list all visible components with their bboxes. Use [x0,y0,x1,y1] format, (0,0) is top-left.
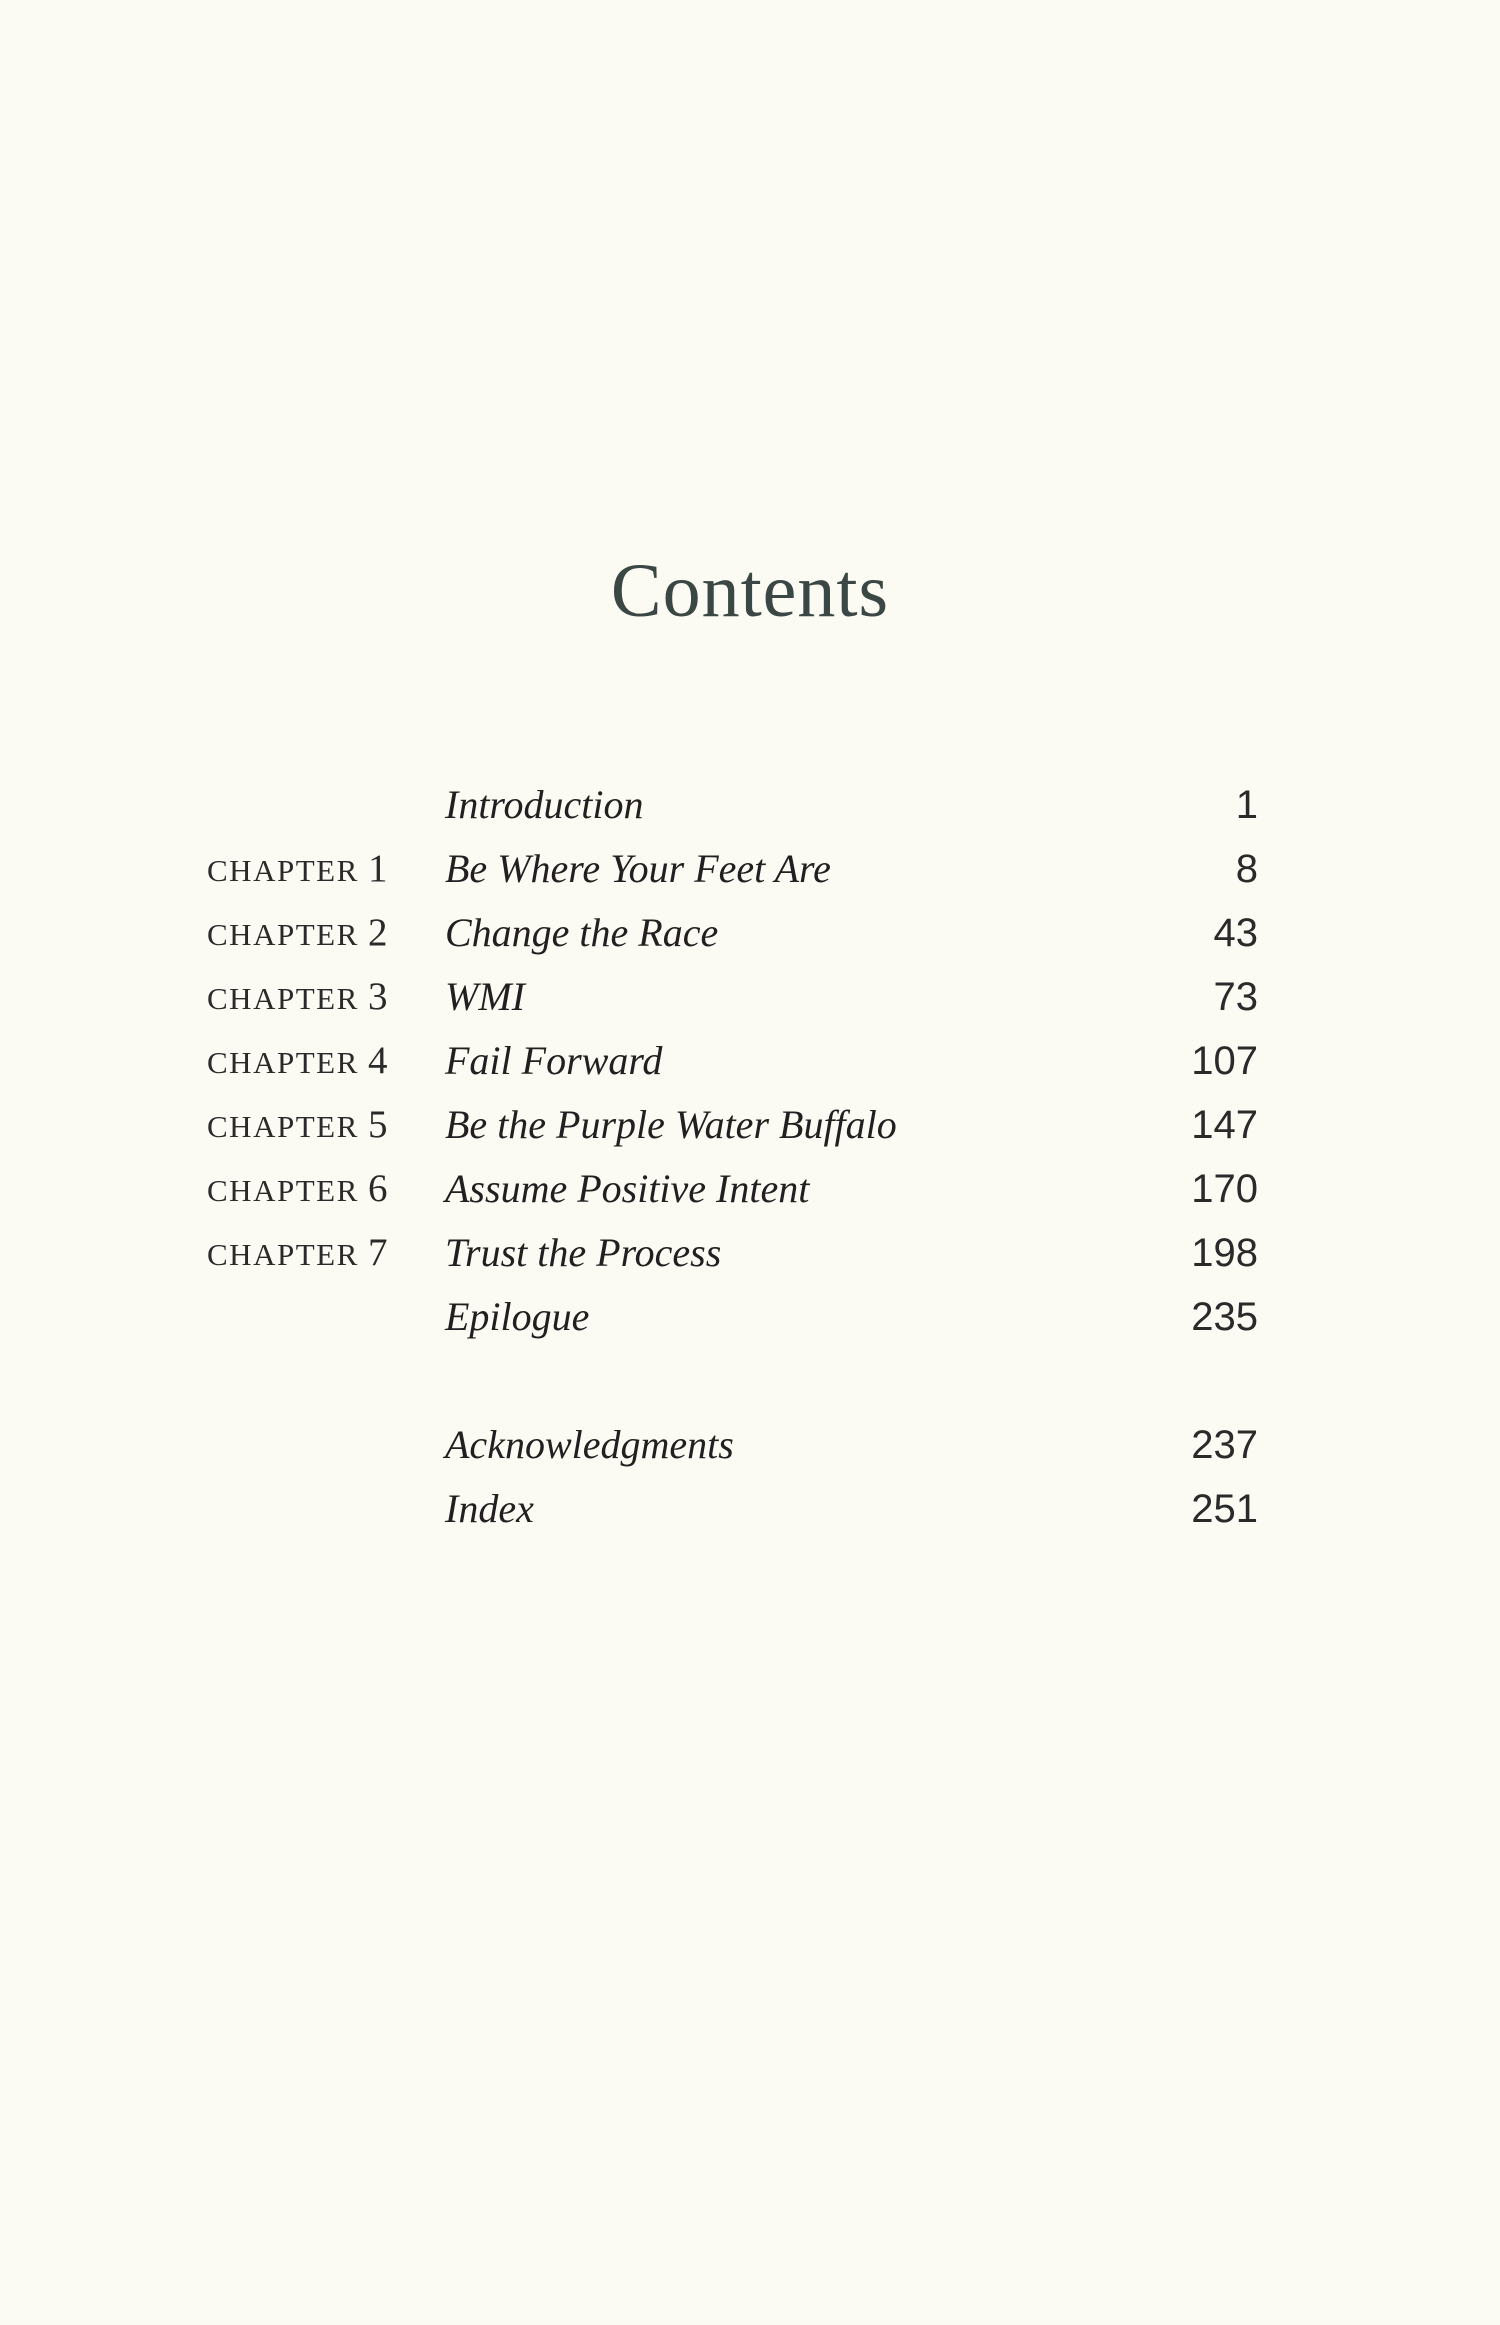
entry-title: Epilogue [445,1294,590,1339]
entry-title: Assume Positive Intent [445,1166,810,1211]
toc-entry-acknowledgments [0,1413,1500,1477]
entry-page-number: 198 [1191,1231,1258,1275]
entry-page-number: 235 [1191,1295,1258,1339]
chapter-word: CHAPTER [207,917,359,952]
chapter-word: CHAPTER [207,1045,359,1080]
chapter-label [207,965,388,1031]
entry-title: Index [445,1486,534,1531]
chapter-label [207,1029,388,1095]
entry-title: Acknowledgments [445,1422,734,1467]
entry-title: Be the Purple Water Buffalo [445,1102,897,1147]
entry-page-number: 251 [1191,1487,1258,1531]
entry-page-number: 147 [1191,1103,1258,1147]
chapter-number: 3 [368,975,388,1018]
toc-entry-chapter-5 [0,1093,1500,1157]
entry-page-number: 170 [1191,1167,1258,1211]
entry-page-number: 1 [1235,783,1258,827]
chapter-number: 5 [368,1103,388,1146]
chapter-number: 1 [368,847,388,890]
chapter-word: CHAPTER [207,853,359,888]
page-title: Contents [610,549,890,633]
chapter-label [207,837,388,903]
entry-title: Trust the Process [445,1230,722,1275]
entry-title: Introduction [445,782,644,827]
chapter-number: 6 [368,1167,388,1210]
chapter-label [207,1157,388,1223]
toc-entry-epilogue [0,1285,1500,1349]
chapter-word: CHAPTER [207,1237,359,1272]
chapter-number: 2 [368,911,388,954]
entry-title: WMI [445,974,525,1019]
entry-page-number: 73 [1213,975,1258,1019]
chapter-label [207,1221,388,1287]
entry-page-number: 107 [1191,1039,1258,1083]
chapter-number: 7 [368,1231,388,1274]
entry-page-number: 8 [1235,847,1258,891]
toc-entry-chapter-4 [0,1029,1500,1093]
chapter-label [207,1093,388,1159]
entry-title: Fail Forward [445,1038,663,1083]
entry-title: Change the Race [445,910,719,955]
toc-entry-chapter-3 [0,965,1500,1029]
toc-entry-chapter-6 [0,1157,1500,1221]
entry-page-number: 43 [1213,911,1258,955]
toc-entry-index [0,1477,1500,1541]
toc-entry-chapter-2 [0,901,1500,965]
chapter-word: CHAPTER [207,1109,359,1144]
chapter-number: 4 [368,1039,388,1082]
chapter-word: CHAPTER [207,981,359,1016]
toc-entry-chapter-7 [0,1221,1500,1285]
chapter-word: CHAPTER [207,1173,359,1208]
entry-title: Be Where Your Feet Are [445,846,831,891]
toc-entry-chapter-1 [0,837,1500,901]
toc-entry-introduction [0,773,1500,837]
chapter-label [207,901,388,967]
entry-page-number: 237 [1191,1423,1258,1467]
